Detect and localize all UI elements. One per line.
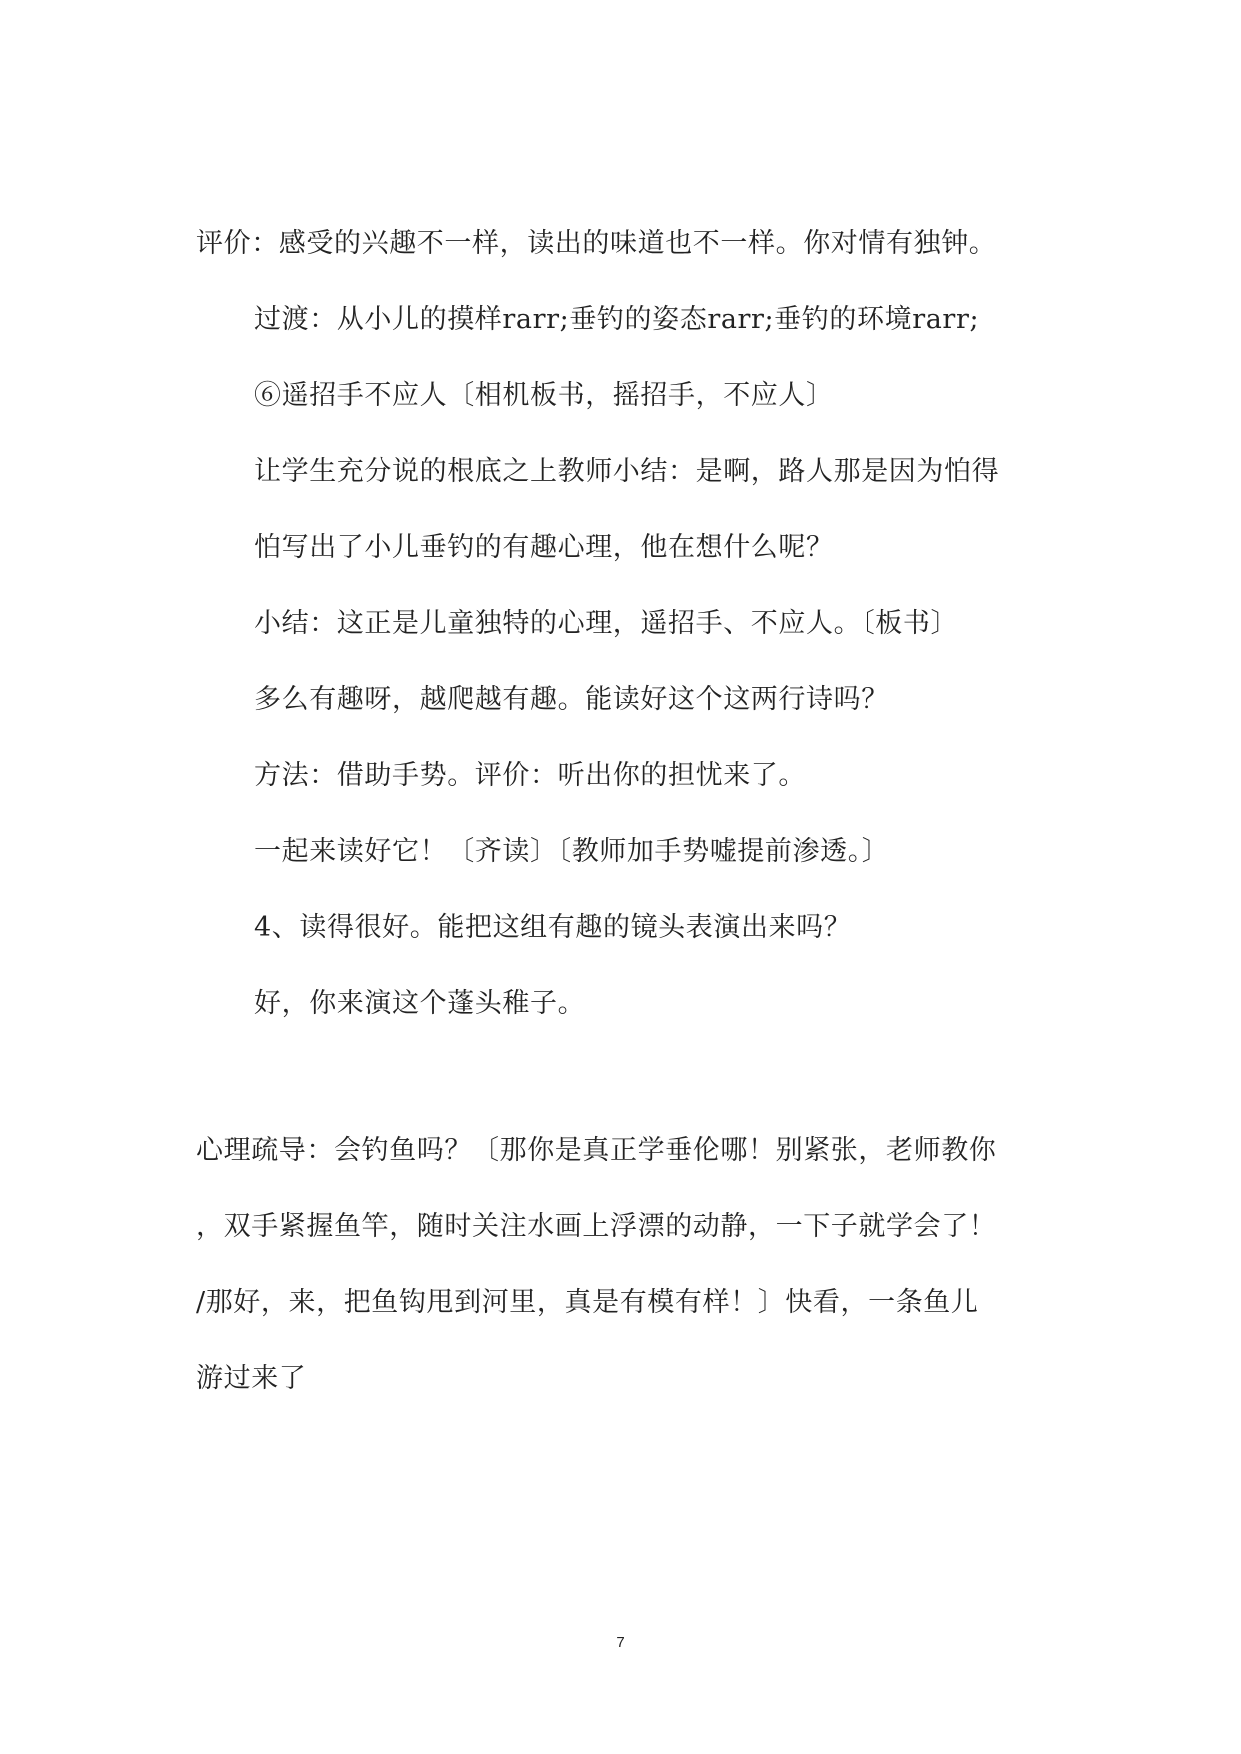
paragraph-line: 过渡：从小儿的摸样rarr;垂钓的姿态rarr;垂钓的环境rarr; xyxy=(254,304,980,335)
paragraph-line: 怕写出了小儿垂钓的有趣心理，他在想什么呢？ xyxy=(254,532,834,563)
paragraph-line: ，双手紧握鱼竿，随时关注水画上浮漂的动静，一下子就学会了！ xyxy=(196,1211,997,1242)
paragraph-line: 一起来读好它！〔齐读〕〔教师加手势嘘提前渗透。〕 xyxy=(254,836,890,867)
paragraph-line: 方法：借助手势。评价：听出你的担忧来了。 xyxy=(254,760,806,791)
paragraph-line: 小结：这正是儿童独特的心理，遥招手、不应人。〔板书〕 xyxy=(254,608,959,639)
paragraph-line: 多么有趣呀，越爬越有趣。能读好这个这两行诗吗？ xyxy=(254,684,889,715)
paragraph-line: ⑥遥招手不应人〔相机板书，摇招手，不应人〕 xyxy=(254,380,834,411)
paragraph-line: 游过来了 xyxy=(196,1363,307,1394)
paragraph-line: 评价：感受的兴趣不一样，读出的味道也不一样。你对情有独钟。 xyxy=(196,228,997,259)
paragraph-line: 让学生充分说的根底之上教师小结：是啊，路人那是因为怕得 xyxy=(254,456,1000,487)
paragraph-line: /那好，来，把鱼钩甩到河里，真是有模有样！〕快看，一条鱼儿 xyxy=(196,1287,979,1318)
paragraph-line: 心理疏导：会钓鱼吗？〔那你是真正学垂伦哪！别紧张，老师教你 xyxy=(196,1135,997,1166)
page-number: 7 xyxy=(616,1634,625,1651)
paragraph-line: 好，你来演这个蓬头稚子。 xyxy=(254,988,586,1019)
paragraph-line: 4、读得很好。能把这组有趣的镜头表演出来吗？ xyxy=(254,912,852,943)
